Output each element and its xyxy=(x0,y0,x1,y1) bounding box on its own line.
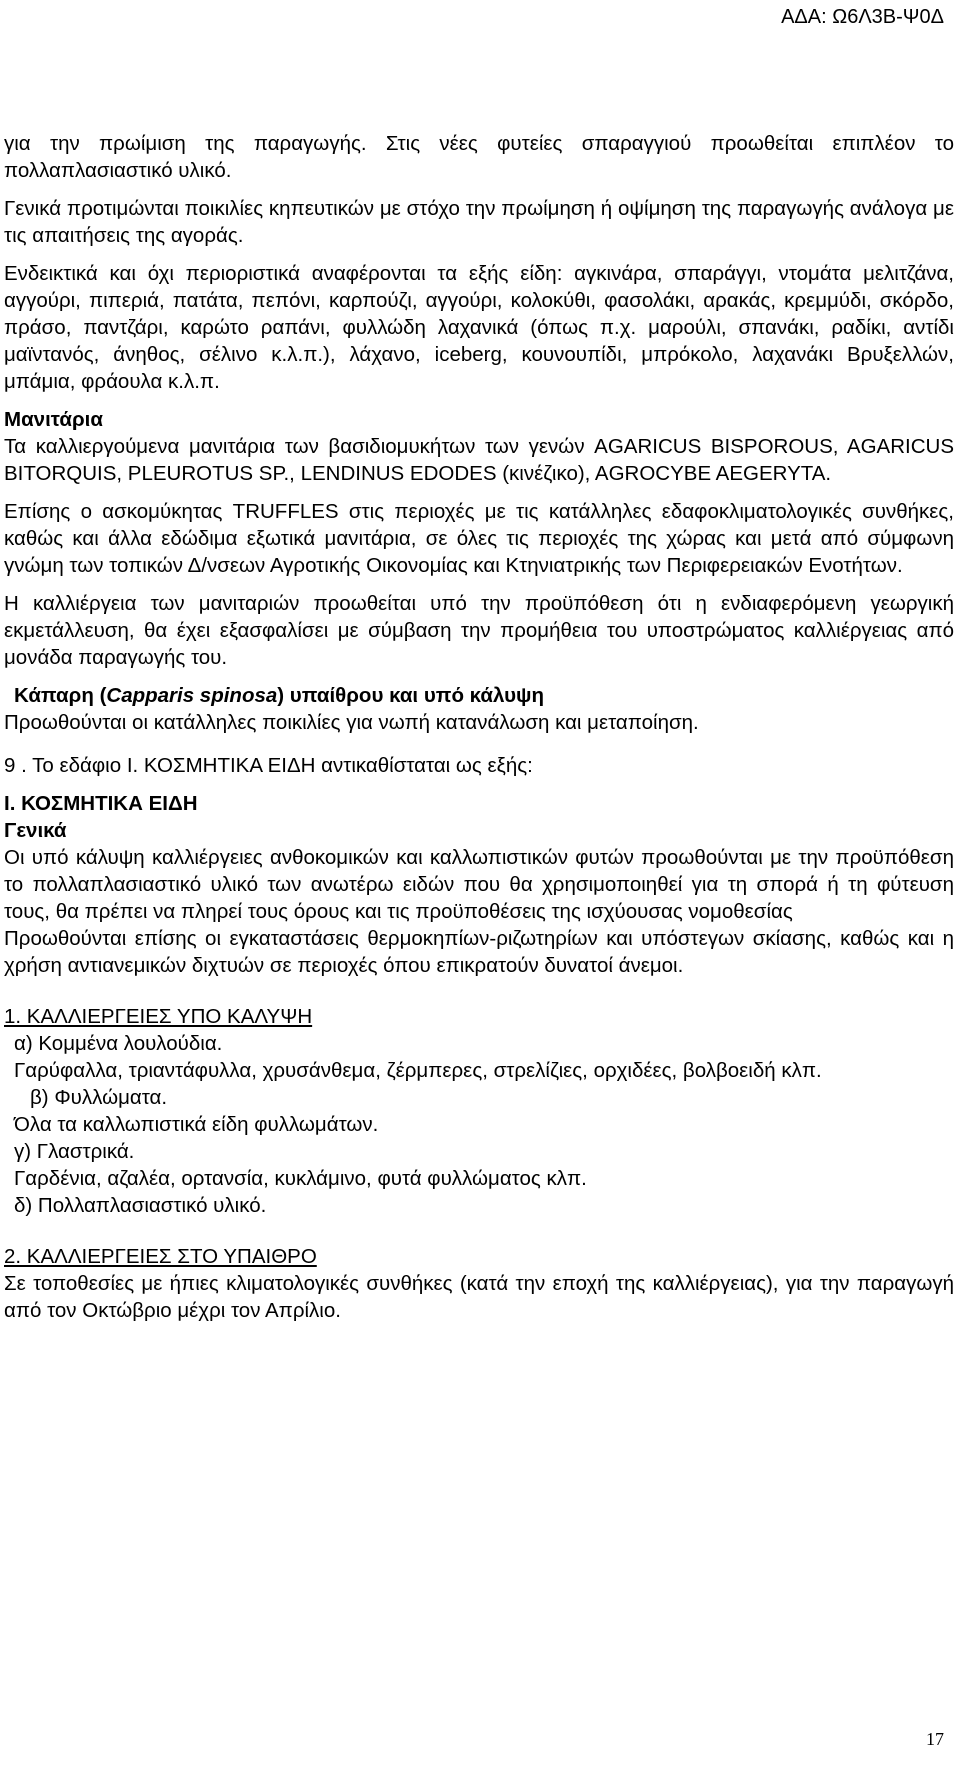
covered-b-label: β) Φυλλώματα. xyxy=(30,1086,168,1109)
caper-heading-pre: Κάπαρη ( xyxy=(14,684,107,707)
paragraph-caper-varieties: Προωθούνται οι κατάλληλες ποικιλίες για νωπή κατανάλωση και μεταποίηση. xyxy=(4,711,699,734)
document-body xyxy=(4,130,954,1324)
heading-mushrooms: Μανιτάρια xyxy=(4,408,103,431)
paragraph-greenhouses: Προωθούνται επίσης οι εγκαταστάσεις θερμοκηπίων-ριζωτηρίων και υπόστεγων σκίασης, καθώς και η χρήση αντιανεμικών διχτυών σε περιοχές όπου επικρατούν δυνατοί άνεμοι. xyxy=(4,927,954,977)
page-number: 17 xyxy=(926,1729,944,1749)
covered-c-text: Γαρδένια, αζαλέα, ορτανσία, κυκλάμινο, φυτά φυλλώματος κλπ. xyxy=(14,1167,587,1190)
caper-heading-post: ) υπαίθρου και υπό κάλυψη xyxy=(277,684,545,707)
paragraph-mushroom-genera: Τα καλλιεργούμενα μανιτάρια των βασιδιομυκήτων των γενών AGARICUS BISPOROUS, AGARICUS BITORQUIS, PLEUROTUS SP., LENDINUS EDODES (κινέζικο), AGROCYBE AEGERYTA. xyxy=(4,435,954,485)
covered-a-text: Γαρύφαλλα, τριαντάφυλλα, χρυσάνθεμα, ζέρμπερες, στρελίζιες, ορχιδέες, βολβοειδή κλπ. xyxy=(14,1059,822,1082)
paragraph-truffles: Επίσης ο ασκομύκητας TRUFFLES στις περιοχές με τις κατάλληλες εδαφοκλιματολογικές συνθήκες, καθώς και άλλα εδώδιμα εξωτικά μανιτάρια, σε όλες τις περιοχές της χώρας και μετά από σύμφωνη γνώμη των τοπικών Δ/νσεων Αγροτικής Οικονομίας και Κτηνιατρικής των Περιφερειακών Ενοτήτων. xyxy=(4,500,954,577)
heading-general: Γενικά xyxy=(4,819,67,842)
heading-cosmetic: Ι. ΚΟΣΜΗΤΙΚΑ ΕΙΔΗ xyxy=(4,792,198,815)
item-9: 9 . Το εδάφιο Ι. ΚΟΣΜΗΤΙΚΑ ΕΙΔΗ αντικαθίσταται ως εξής: xyxy=(4,754,533,777)
heading-caper xyxy=(4,682,954,709)
ada-code: ΑΔΑ: Ω6Λ3Β-Ψ0Δ xyxy=(781,6,944,28)
heading-covered-cultivation: 1. ΚΑΛΛΙΕΡΓΕΙΕΣ ΥΠΟ ΚΑΛΥΨΗ xyxy=(4,1005,313,1028)
heading-outdoor-cultivation: 2. ΚΑΛΛΙΕΡΓΕΙΕΣ ΣΤΟ ΥΠΑΙΘΡΟ xyxy=(4,1245,317,1268)
covered-d-label: δ) Πολλαπλασιαστικό υλικό. xyxy=(14,1194,267,1217)
covered-c-label: γ) Γλαστρικά. xyxy=(14,1140,135,1163)
paragraph-mushroom-cultivation: Η καλλιέργεια των μανιταριών προωθείται υπό την προϋπόθεση ότι η ενδιαφερόμενη γεωργική εκμετάλλευση, θα έχει εξασφαλίσει με σύμβαση την προμήθεια του υποστρώματος καλλιέργειας από μονάδα παραγωγής του. xyxy=(4,592,954,669)
covered-a-label: α) Κομμένα λουλούδια. xyxy=(14,1032,223,1055)
caper-latin-name: Capparis spinosa xyxy=(106,684,278,707)
paragraph-early-production: για την πρωίμιση της παραγωγής. Στις νέες φυτείες σπαραγγιού προωθείται επιπλέον το πολλαπλασιαστικό υλικό. xyxy=(4,132,954,182)
paragraph-varieties: Γενικά προτιμώνται ποικιλίες κηπευτικών με στόχο την πρωίμηση ή οψίμηση της παραγωγής ανάλογα με τις απαιτήσεις της αγοράς. xyxy=(4,197,954,247)
paragraph-covered-crops: Οι υπό κάλυψη καλλιέργειες ανθοκομικών και καλλωπιστικών φυτών προωθούνται με την προϋπόθεση το πολλαπλασιαστικό υλικό των ανωτέρω ειδών που θα χρησιμοποιηθεί για τη σπορά ή τη φύτευση τους, θα πρέπει να πληρεί τους όρους και τις προϋποθέσεις της ισχύουσας νομοθεσίας xyxy=(4,846,954,923)
covered-b-text: Όλα τα καλλωπιστικά είδη φυλλωμάτων. xyxy=(14,1113,379,1136)
paragraph-species-list: Ενδεικτικά και όχι περιοριστικά αναφέρονται τα εξής είδη: αγκινάρα, σπαράγγι, ντομάτα μελιτζάνα, αγγούρι, πιπεριά, πατάτα, πεπόνι, καρπούζι, αγγούρι, κολοκύθι, φασολάκι, αρακάς, κρεμμύδι, σκόρδο, πράσο, παντζάρι, καρώτο ραπάνι, φυλλώδη λαχανικά (όπως π.χ. μαρούλι, σπανάκι, ραδίκι, αντίδι μαϊντανός, άνηθος, σέλινο κ.λ.π.), λάχανο, iceberg, κουνουπίδι, μπρόκολο, λαχανάκι Βρυξελλών, μπάμια, φράουλα κ.λ.π. xyxy=(4,262,954,393)
paragraph-outdoor: Σε τοποθεσίες με ήπιες κλιματολογικές συνθήκες (κατά την εποχή της καλλιέργειας), για την παραγωγή από τον Οκτώβριο μέχρι τον Απρίλιο. xyxy=(4,1272,954,1322)
